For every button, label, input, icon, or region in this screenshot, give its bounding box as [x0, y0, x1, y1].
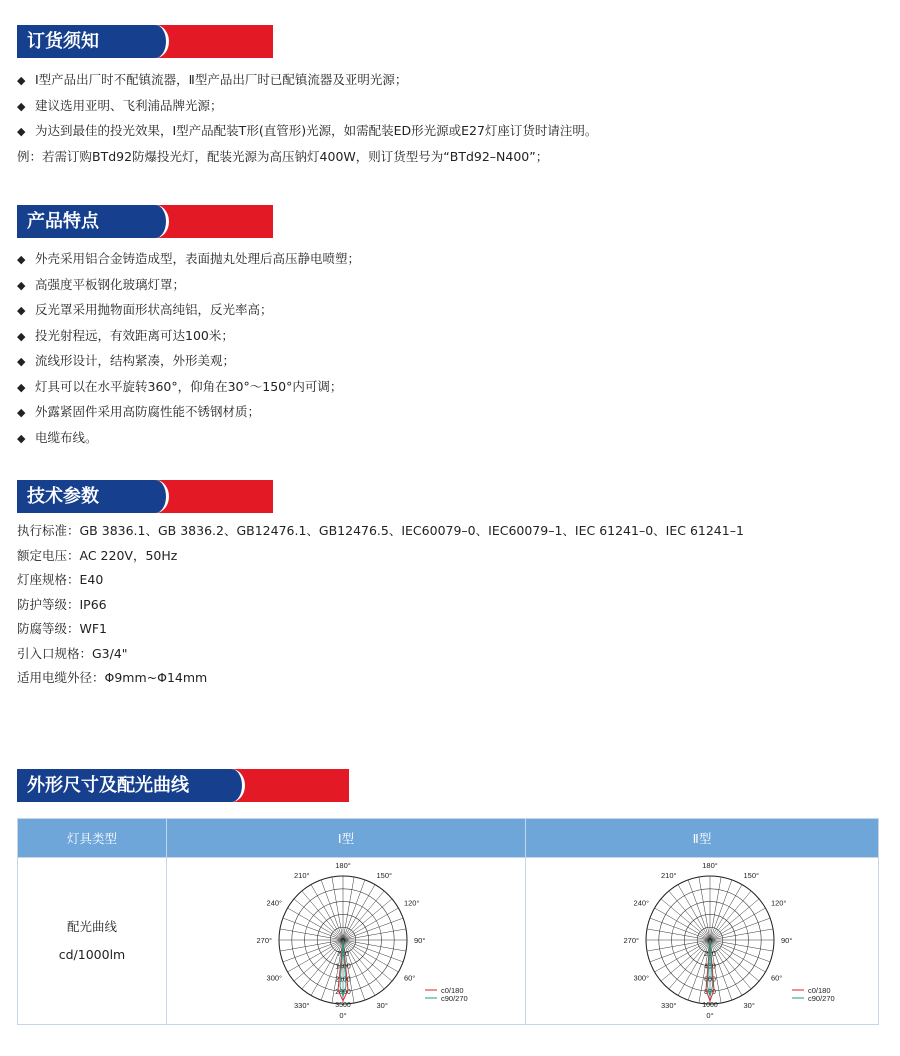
radial-label: 2100	[335, 976, 351, 984]
angle-label: 90°	[781, 936, 793, 945]
angle-label: 330°	[293, 1000, 310, 1010]
header-lamp-type: 灯具类型	[18, 819, 167, 858]
row-label-title: 配光曲线	[66, 919, 117, 934]
angle-label: 0°	[339, 1011, 347, 1020]
diamond-bullet-icon: ◆	[17, 380, 26, 394]
radial-label: 200	[704, 950, 716, 958]
radial-label: 0	[341, 938, 345, 945]
polar-chart-1	[167, 858, 525, 1021]
table-header-row	[18, 819, 879, 858]
radial-label: 0	[708, 938, 712, 945]
list-item	[17, 666, 744, 691]
angle-label: 330°	[660, 1000, 677, 1010]
radial-label: 700	[337, 950, 349, 958]
row-label	[18, 858, 167, 1025]
list-item-text: 灯具可以在水平旋转360°，仰角在30°～150°内可调；	[35, 378, 343, 394]
list-item	[17, 593, 744, 618]
list-item-text: 建议选用亚明、飞利浦品牌光源；	[35, 97, 223, 113]
radial-label: 600	[704, 976, 716, 984]
diamond-bullet-icon: ◆	[17, 406, 26, 419]
list-item-text: 灯座规格：E40	[17, 572, 104, 587]
list-item-text: 例：若需订购BTd92防爆投光灯，配装光源为高压钠灯400W，则订货型号为“BTd92–N400”；	[17, 148, 549, 164]
angle-label: 120°	[770, 898, 787, 908]
angle-label: 150°	[376, 871, 393, 881]
list-item	[17, 544, 744, 569]
list-item-text: 引入口规格：G3/4"	[17, 645, 128, 661]
list-item	[17, 519, 744, 544]
angle-label: 30°	[743, 1000, 755, 1010]
list-item-text: 适用电缆外径：Φ9mm~Φ14mm	[17, 670, 208, 685]
list-item-text: 高强度平板钢化玻璃灯罩；	[35, 276, 186, 292]
angle-label: 300°	[266, 973, 283, 983]
angle-label: 150°	[743, 871, 760, 881]
list-item-text: 为达到最佳的投光效果，Ⅰ型产品配装T形(直管形)光源，如需配装ED形光源或E27灯座订货时请注明。	[35, 123, 598, 138]
polar-chart-2	[526, 858, 878, 1021]
list-item	[17, 324, 360, 350]
section-banner-dims	[17, 769, 349, 802]
banner-red-bar	[157, 205, 273, 238]
list-item-text: 额定电压：AC 220V，50Hz	[17, 547, 178, 563]
angle-label: 120°	[403, 898, 420, 908]
list-item-text: 执行标准：GB 3836.1、GB 3836.2、GB12476.1、GB12476.5、IEC60079–0、IEC60079–1、IEC 61241–0、IEC 61241–1	[17, 523, 744, 538]
legend-label: c0/180	[808, 986, 831, 995]
angle-label: 240°	[266, 898, 283, 908]
polar-cell-1	[167, 858, 526, 1025]
list-item-text: 投光射程远，有效距离可达100米；	[35, 327, 234, 343]
section-title: 订货须知	[17, 25, 157, 58]
radial-label: 1000	[702, 1002, 718, 1009]
param-list	[17, 519, 744, 691]
diamond-bullet-icon: ◆	[17, 355, 26, 368]
section-banner-params	[17, 480, 273, 513]
list-item-text: 防护等级：IP66	[17, 596, 107, 612]
angle-label: 300°	[633, 973, 650, 983]
list-item	[17, 145, 597, 170]
list-item-text: 反光罩采用抛物面形状高纯铝，反光率高；	[35, 302, 273, 317]
list-item	[17, 375, 360, 401]
section-banner-features	[17, 205, 273, 238]
angle-label: 210°	[293, 871, 310, 881]
radial-label: 400	[704, 963, 716, 971]
banner-red-bar	[157, 25, 273, 58]
diamond-bullet-icon: ◆	[17, 253, 26, 266]
list-item	[17, 247, 360, 273]
radial-label: 1400	[335, 963, 351, 971]
list-item-text: 流线形设计，结构紧凑，外形美观；	[35, 353, 236, 368]
angle-label: 210°	[660, 871, 677, 881]
diamond-bullet-icon: ◆	[17, 431, 26, 445]
list-item-text: 外露紧固件采用高防腐性能不锈钢材质；	[35, 404, 261, 419]
diamond-bullet-icon: ◆	[17, 99, 26, 113]
angle-label: 30°	[376, 1000, 388, 1010]
angle-label: 90°	[414, 936, 426, 945]
radial-label: 800	[704, 989, 716, 997]
list-item	[17, 642, 744, 667]
diamond-bullet-icon: ◆	[17, 74, 26, 87]
list-item	[17, 298, 360, 324]
section-title: 产品特点	[17, 205, 157, 238]
list-item	[17, 273, 360, 299]
list-item-text: 防腐等级：WF1	[17, 621, 108, 636]
list-item	[17, 94, 597, 120]
list-item	[17, 119, 597, 145]
angle-label: 60°	[770, 973, 783, 983]
table-row	[18, 858, 879, 1025]
spec-table	[17, 818, 879, 1025]
list-item	[17, 68, 597, 94]
angle-label: 270°	[256, 936, 272, 945]
list-item-text: Ⅰ型产品出厂时不配镇流器，Ⅱ型产品出厂时已配镇流器及亚明光源；	[35, 72, 408, 87]
angle-label: 240°	[633, 898, 650, 908]
header-type-1: Ⅰ型	[167, 819, 526, 858]
section-title: 技术参数	[17, 480, 157, 513]
angle-label: 180°	[335, 861, 351, 870]
section-banner-order	[17, 25, 273, 58]
list-item	[17, 617, 744, 642]
angle-label: 0°	[706, 1011, 714, 1020]
list-item	[17, 400, 360, 426]
angle-label: 60°	[403, 973, 416, 983]
diamond-bullet-icon: ◆	[17, 278, 26, 292]
order-notes	[17, 68, 597, 169]
list-item	[17, 426, 360, 452]
banner-red-bar	[233, 769, 349, 802]
polar-cell-2	[526, 858, 879, 1025]
radial-label: 2800	[335, 989, 351, 997]
radial-label: 3500	[335, 1002, 351, 1009]
angle-label: 270°	[623, 936, 639, 945]
list-item-text: 电缆布线。	[35, 429, 98, 445]
legend-label: c0/180	[441, 986, 464, 995]
diamond-bullet-icon: ◆	[17, 125, 26, 138]
diamond-bullet-icon: ◆	[17, 304, 26, 317]
banner-red-bar	[157, 480, 273, 513]
list-item-text: 外壳采用铝合金铸造成型，表面抛丸处理后高压静电喷塑；	[35, 251, 361, 266]
list-item	[17, 349, 360, 375]
feature-list	[17, 247, 360, 451]
list-item	[17, 568, 744, 593]
header-type-2: Ⅱ型	[526, 819, 879, 858]
section-title: 外形尺寸及配光曲线	[17, 769, 233, 802]
legend-label: c90/270	[441, 994, 468, 1003]
diamond-bullet-icon: ◆	[17, 329, 26, 343]
row-label-unit: cd/1000lm	[58, 947, 126, 962]
angle-label: 180°	[702, 861, 718, 870]
legend-label: c90/270	[808, 994, 835, 1003]
